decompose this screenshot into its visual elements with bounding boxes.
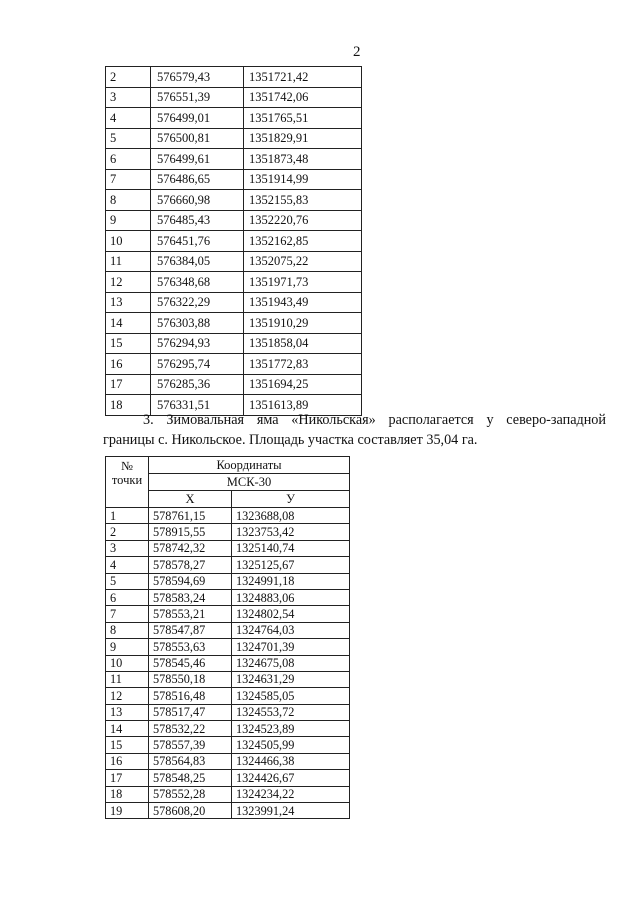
y-coordinate-cell: 1351829,91 (244, 128, 362, 149)
point-number-cell: 17 (106, 374, 151, 395)
point-number-cell: 7 (106, 606, 149, 622)
point-number-cell: 6 (106, 589, 149, 605)
table-row (106, 149, 362, 170)
x-coordinate-cell: 576499,01 (151, 108, 244, 129)
paragraph-line-2: границы с. Никольское. Площадь участка составляет 35,04 га. (103, 432, 478, 448)
y-coordinate-cell: 1323688,08 (232, 508, 350, 524)
x-coordinate-cell: 578552,28 (149, 786, 232, 802)
y-coordinate-cell: 1324883,06 (232, 589, 350, 605)
x-coordinate-cell: 576295,74 (151, 354, 244, 375)
x-coordinate-cell: 576322,29 (151, 292, 244, 313)
x-coordinate-cell: 576499,61 (151, 149, 244, 170)
x-coordinate-cell: 578553,63 (149, 639, 232, 655)
point-number-cell: 15 (106, 333, 151, 354)
table-body (106, 508, 350, 819)
x-coordinate-cell: 576294,93 (151, 333, 244, 354)
point-number-cell: 2 (106, 67, 151, 88)
table-row (106, 313, 362, 334)
coordinates-table-continued (105, 66, 362, 416)
table-row (106, 524, 350, 540)
y-coordinate-cell: 1351971,73 (244, 272, 362, 293)
y-coordinate-cell: 1324991,18 (232, 573, 350, 589)
point-number-cell: 18 (106, 395, 151, 416)
table-row (106, 688, 350, 704)
y-coordinate-cell: 1324466,38 (232, 753, 350, 769)
x-coordinate-cell: 576303,88 (151, 313, 244, 334)
x-coordinate-cell: 576331,51 (151, 395, 244, 416)
y-coordinate-cell: 1323753,42 (232, 524, 350, 540)
x-coordinate-cell: 578517,47 (149, 704, 232, 720)
point-number-cell: 9 (106, 639, 149, 655)
table-row (106, 231, 362, 252)
y-coordinate-cell: 1351694,25 (244, 374, 362, 395)
point-number-cell: 8 (106, 190, 151, 211)
x-coordinate-cell: 576485,43 (151, 210, 244, 231)
x-coordinate-cell: 578550,18 (149, 671, 232, 687)
x-coordinate-cell: 578553,21 (149, 606, 232, 622)
point-number-cell: 3 (106, 87, 151, 108)
x-coordinate-cell: 576579,43 (151, 67, 244, 88)
table-row (106, 770, 350, 786)
table-row (106, 190, 362, 211)
y-coordinate-cell: 1351914,99 (244, 169, 362, 190)
point-number-cell: 16 (106, 354, 151, 375)
table-row (106, 540, 350, 556)
header-coordinates: Координаты (149, 457, 350, 474)
nikolskaya-coordinates-table (105, 456, 350, 819)
point-number-cell: 12 (106, 272, 151, 293)
y-coordinate-cell: 1324764,03 (232, 622, 350, 638)
y-coordinate-cell: 1324234,22 (232, 786, 350, 802)
y-coordinate-cell: 1324523,89 (232, 721, 350, 737)
x-coordinate-cell: 576660,98 (151, 190, 244, 211)
table-row (106, 251, 362, 272)
y-coordinate-cell: 1323991,24 (232, 803, 350, 819)
table-row (106, 606, 350, 622)
x-coordinate-cell: 576285,36 (151, 374, 244, 395)
point-number-cell: 17 (106, 770, 149, 786)
y-coordinate-cell: 1352220,76 (244, 210, 362, 231)
x-coordinate-cell: 578583,24 (149, 589, 232, 605)
point-number-cell: 10 (106, 655, 149, 671)
point-number-cell: 4 (106, 557, 149, 573)
table-row (106, 671, 350, 687)
point-number-cell: 5 (106, 573, 149, 589)
point-number-cell: 12 (106, 688, 149, 704)
table-row (106, 622, 350, 638)
x-coordinate-cell: 576551,39 (151, 87, 244, 108)
y-coordinate-cell: 1325125,67 (232, 557, 350, 573)
header-point-number (106, 457, 149, 508)
y-coordinate-cell: 1324802,54 (232, 606, 350, 622)
header-coordinate-system: МСК-30 (149, 474, 350, 491)
point-number-cell: 9 (106, 210, 151, 231)
table-row (106, 272, 362, 293)
header-num-symbol: № (121, 459, 133, 473)
y-coordinate-cell: 1324585,05 (232, 688, 350, 704)
coordinates-table-body (106, 67, 362, 416)
table-row (106, 589, 350, 605)
x-coordinate-cell: 578761,15 (149, 508, 232, 524)
header-num-word: точки (111, 473, 143, 487)
table-row (106, 803, 350, 819)
x-coordinate-cell: 578742,32 (149, 540, 232, 556)
y-coordinate-cell: 1352155,83 (244, 190, 362, 211)
x-coordinate-cell: 576451,76 (151, 231, 244, 252)
x-coordinate-cell: 576348,68 (151, 272, 244, 293)
point-number-cell: 18 (106, 786, 149, 802)
table-row (106, 108, 362, 129)
y-coordinate-cell: 1351772,83 (244, 354, 362, 375)
point-number-cell: 6 (106, 149, 151, 170)
table-row (106, 508, 350, 524)
point-number-cell: 11 (106, 671, 149, 687)
table-row (106, 87, 362, 108)
table-row (106, 374, 362, 395)
x-coordinate-cell: 578578,27 (149, 557, 232, 573)
table-row (106, 655, 350, 671)
x-coordinate-cell: 578547,87 (149, 622, 232, 638)
x-coordinate-cell: 578532,22 (149, 721, 232, 737)
y-coordinate-cell: 1324701,39 (232, 639, 350, 655)
point-number-cell: 19 (106, 803, 149, 819)
y-coordinate-cell: 1351742,06 (244, 87, 362, 108)
point-number-cell: 2 (106, 524, 149, 540)
table-row (106, 169, 362, 190)
y-coordinate-cell: 1352162,85 (244, 231, 362, 252)
y-coordinate-cell: 1324505,99 (232, 737, 350, 753)
x-coordinate-cell: 576486,65 (151, 169, 244, 190)
x-coordinate-cell: 578608,20 (149, 803, 232, 819)
y-coordinate-cell: 1324426,67 (232, 770, 350, 786)
header-y: У (232, 491, 350, 508)
point-number-cell: 16 (106, 753, 149, 769)
x-coordinate-cell: 578594,69 (149, 573, 232, 589)
point-number-cell: 11 (106, 251, 151, 272)
x-coordinate-cell: 576384,05 (151, 251, 244, 272)
y-coordinate-cell: 1351873,48 (244, 149, 362, 170)
y-coordinate-cell: 1324553,72 (232, 704, 350, 720)
section-paragraph (103, 410, 606, 450)
y-coordinate-cell: 1351765,51 (244, 108, 362, 129)
header-x: X (149, 491, 232, 508)
point-number-cell: 8 (106, 622, 149, 638)
x-coordinate-cell: 576500,81 (151, 128, 244, 149)
x-coordinate-cell: 578564,83 (149, 753, 232, 769)
x-coordinate-cell: 578548,25 (149, 770, 232, 786)
table-row (106, 721, 350, 737)
table-row (106, 292, 362, 313)
table-row (106, 333, 362, 354)
point-number-cell: 14 (106, 721, 149, 737)
table-row (106, 67, 362, 88)
x-coordinate-cell: 578545,46 (149, 655, 232, 671)
point-number-cell: 14 (106, 313, 151, 334)
point-number-cell: 13 (106, 704, 149, 720)
table-row (106, 639, 350, 655)
table-row (106, 354, 362, 375)
point-number-cell: 4 (106, 108, 151, 129)
paragraph-line-1: 3. Зимовальная яма «Никольская» располагается у северо-западной (143, 412, 606, 428)
table-header (106, 457, 350, 508)
y-coordinate-cell: 1351721,42 (244, 67, 362, 88)
table-row (106, 573, 350, 589)
point-number-cell: 1 (106, 508, 149, 524)
y-coordinate-cell: 1351910,29 (244, 313, 362, 334)
y-coordinate-cell: 1351858,04 (244, 333, 362, 354)
point-number-cell: 3 (106, 540, 149, 556)
table-row (106, 737, 350, 753)
point-number-cell: 10 (106, 231, 151, 252)
table-row (106, 210, 362, 231)
point-number-cell: 5 (106, 128, 151, 149)
y-coordinate-cell: 1325140,74 (232, 540, 350, 556)
point-number-cell: 15 (106, 737, 149, 753)
x-coordinate-cell: 578516,48 (149, 688, 232, 704)
y-coordinate-cell: 1351613,89 (244, 395, 362, 416)
x-coordinate-cell: 578915,55 (149, 524, 232, 540)
y-coordinate-cell: 1352075,22 (244, 251, 362, 272)
page-number: 2 (353, 44, 361, 60)
table-row (106, 704, 350, 720)
y-coordinate-cell: 1324631,29 (232, 671, 350, 687)
point-number-cell: 7 (106, 169, 151, 190)
y-coordinate-cell: 1324675,08 (232, 655, 350, 671)
table-row (106, 557, 350, 573)
table-row (106, 786, 350, 802)
point-number-cell: 13 (106, 292, 151, 313)
table-row (106, 753, 350, 769)
y-coordinate-cell: 1351943,49 (244, 292, 362, 313)
x-coordinate-cell: 578557,39 (149, 737, 232, 753)
table-row (106, 128, 362, 149)
